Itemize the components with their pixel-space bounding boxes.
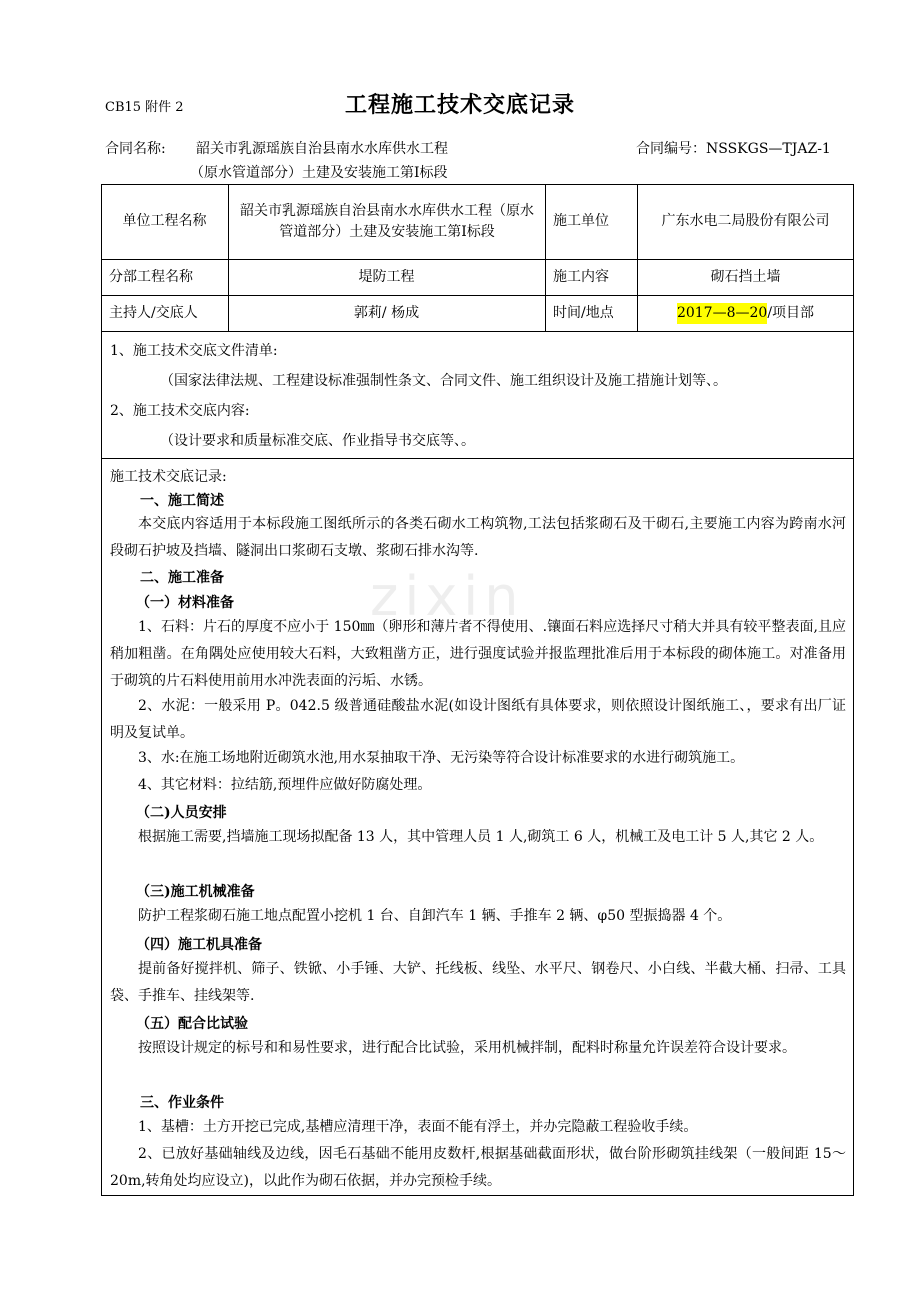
content-value: 砌石挡土墙	[710, 268, 781, 285]
heading-preparation: 二、施工准备	[140, 570, 224, 586]
host-label: 主持人/交底人	[109, 304, 198, 321]
content-detail: （设计要求和质量标准交底、作业指导书交底等、。	[160, 433, 475, 449]
place-value: /项目部	[767, 304, 815, 321]
row-divider	[101, 331, 854, 332]
sub-project-value: 堤防工程	[358, 268, 415, 285]
watermark: zixin	[370, 565, 525, 628]
paragraph-other-materials: 4、其它材料：拉结筋,预埋件应做好防腐处理。	[138, 777, 432, 793]
heading-machinery: （三)施工机械准备	[136, 884, 255, 900]
heading-staffing: （二)人员安排	[136, 805, 227, 821]
contract-number: 合同编号：NSSKGS—TJAZ-1	[636, 141, 831, 157]
contractor-label: 施工单位	[553, 213, 609, 229]
doc-list-detail: （国家法律法规、工程建设标准强制性条文、合同文件、施工组织设计及施工措施计划等、。	[160, 373, 727, 389]
sub-project-label: 分部工程名称	[109, 268, 193, 285]
contract-name-label: 合同名称:	[105, 141, 166, 157]
contract-name-line2: （原水管道部分）土建及安装施工第Ⅰ标段	[190, 165, 448, 181]
date-value: 2017—8—20	[677, 303, 767, 324]
paragraph-tools: 提前备好搅拌机、筛子、铁锨、小手锤、大铲、托线板、线坠、水平尺、钢卷尺、小白线、半截大桶、扫帚、工具袋、手推车、挂线架等.	[110, 961, 846, 1004]
doc-list-title: 1、施工技术交底文件清单:	[110, 343, 278, 359]
heading-materials: （一）材料准备	[136, 595, 234, 611]
paragraph-condition-2: 2、已放好基础轴线及边线，因毛石基础不能用皮数杆,根据基础截面形状，做台阶形砌筑挂线架（一般间距 15～20m,转角处均应设立)，以此作为砌石依据，并办完预检手续。	[110, 1146, 846, 1189]
content-label: 施工内容	[553, 268, 609, 285]
contractor-value: 广东水电二局股份有限公司	[661, 213, 830, 229]
heading-conditions: 三、作业条件	[140, 1095, 224, 1111]
unit-project-value: 韶关市乳源瑶族自治县南水水库供水工程（原水管道部分）土建及安装施工第Ⅰ标段	[240, 202, 534, 240]
paragraph-stone: 1、石料：片石的厚度不应小于 150㎜（卵形和薄片者不得使用、.镶面石料应选择尺寸稍大并具有较平整表面,且应稍加粗凿。在角隅处应使用较大石料，大致粗凿方正，进行强度试验并报监理批准后用于本标段的砌体施工。对准备用于砌筑的片石料使用前用水冲洗表面的污垢、水锈。	[110, 619, 846, 689]
time-place-value	[637, 295, 854, 331]
paragraph-overview: 本交底内容适用于本标段施工图纸所示的各类石砌水工构筑物,工法包括浆砌石及干砌石,主要施工内容为跨南水河段砌石护坡及挡墙、隧洞出口浆砌石支墩、浆砌石排水沟等.	[110, 516, 846, 559]
document-title: 工程施工技术交底记录	[344, 93, 575, 118]
content-title: 2、施工技术交底内容:	[110, 403, 250, 419]
paragraph-staffing: 根据施工需要,挡墙施工现场拟配备 13 人，其中管理人员 1 人,砌筑工 6 人，机械工及电工计 5 人,其它 2 人。	[138, 829, 824, 845]
paragraph-cement: 2、水泥：一般采用 P。042.5 级普通硅酸盐水泥(如设计图纸有具体要求，则依照设计图纸施工、，要求有出厂证明及复试单。	[110, 698, 846, 741]
contract-name-line1: 韶关市乳源瑶族自治县南水水库供水工程	[196, 141, 448, 157]
heading-overview: 一、施工简述	[140, 493, 224, 509]
attachment-label: CB15 附件 2	[105, 100, 184, 115]
paragraph-mix-test: 按照设计规定的标号和和易性要求，进行配合比试验，采用机械拌制，配料时称量允许误差符合设计要求。	[138, 1040, 796, 1056]
paragraph-water: 3、水:在施工场地附近砌筑水池,用水泵抽取干净、无污染等符合设计标准要求的水进行砌筑施工。	[138, 750, 745, 766]
row-divider	[101, 458, 854, 459]
heading-mix-test: （五）配合比试验	[136, 1016, 248, 1032]
heading-tools: （四）施工机具准备	[136, 937, 262, 953]
unit-project-label: 单位工程名称	[122, 213, 207, 229]
record-label: 施工技术交底记录:	[110, 469, 227, 485]
paragraph-machinery: 防护工程浆砌石施工地点配置小挖机 1 台、自卸汽车 1 辆、手推车 2 辆、φ50 型振捣器 4 个。	[138, 908, 732, 924]
paragraph-condition-1: 1、基槽：土方开挖已完成,基槽应清理干净，表面不能有浮土，并办完隐蔽工程验收手续。	[138, 1119, 698, 1135]
host-value: 郭莉/ 杨成	[353, 304, 420, 321]
time-place-label: 时间/地点	[553, 304, 614, 321]
